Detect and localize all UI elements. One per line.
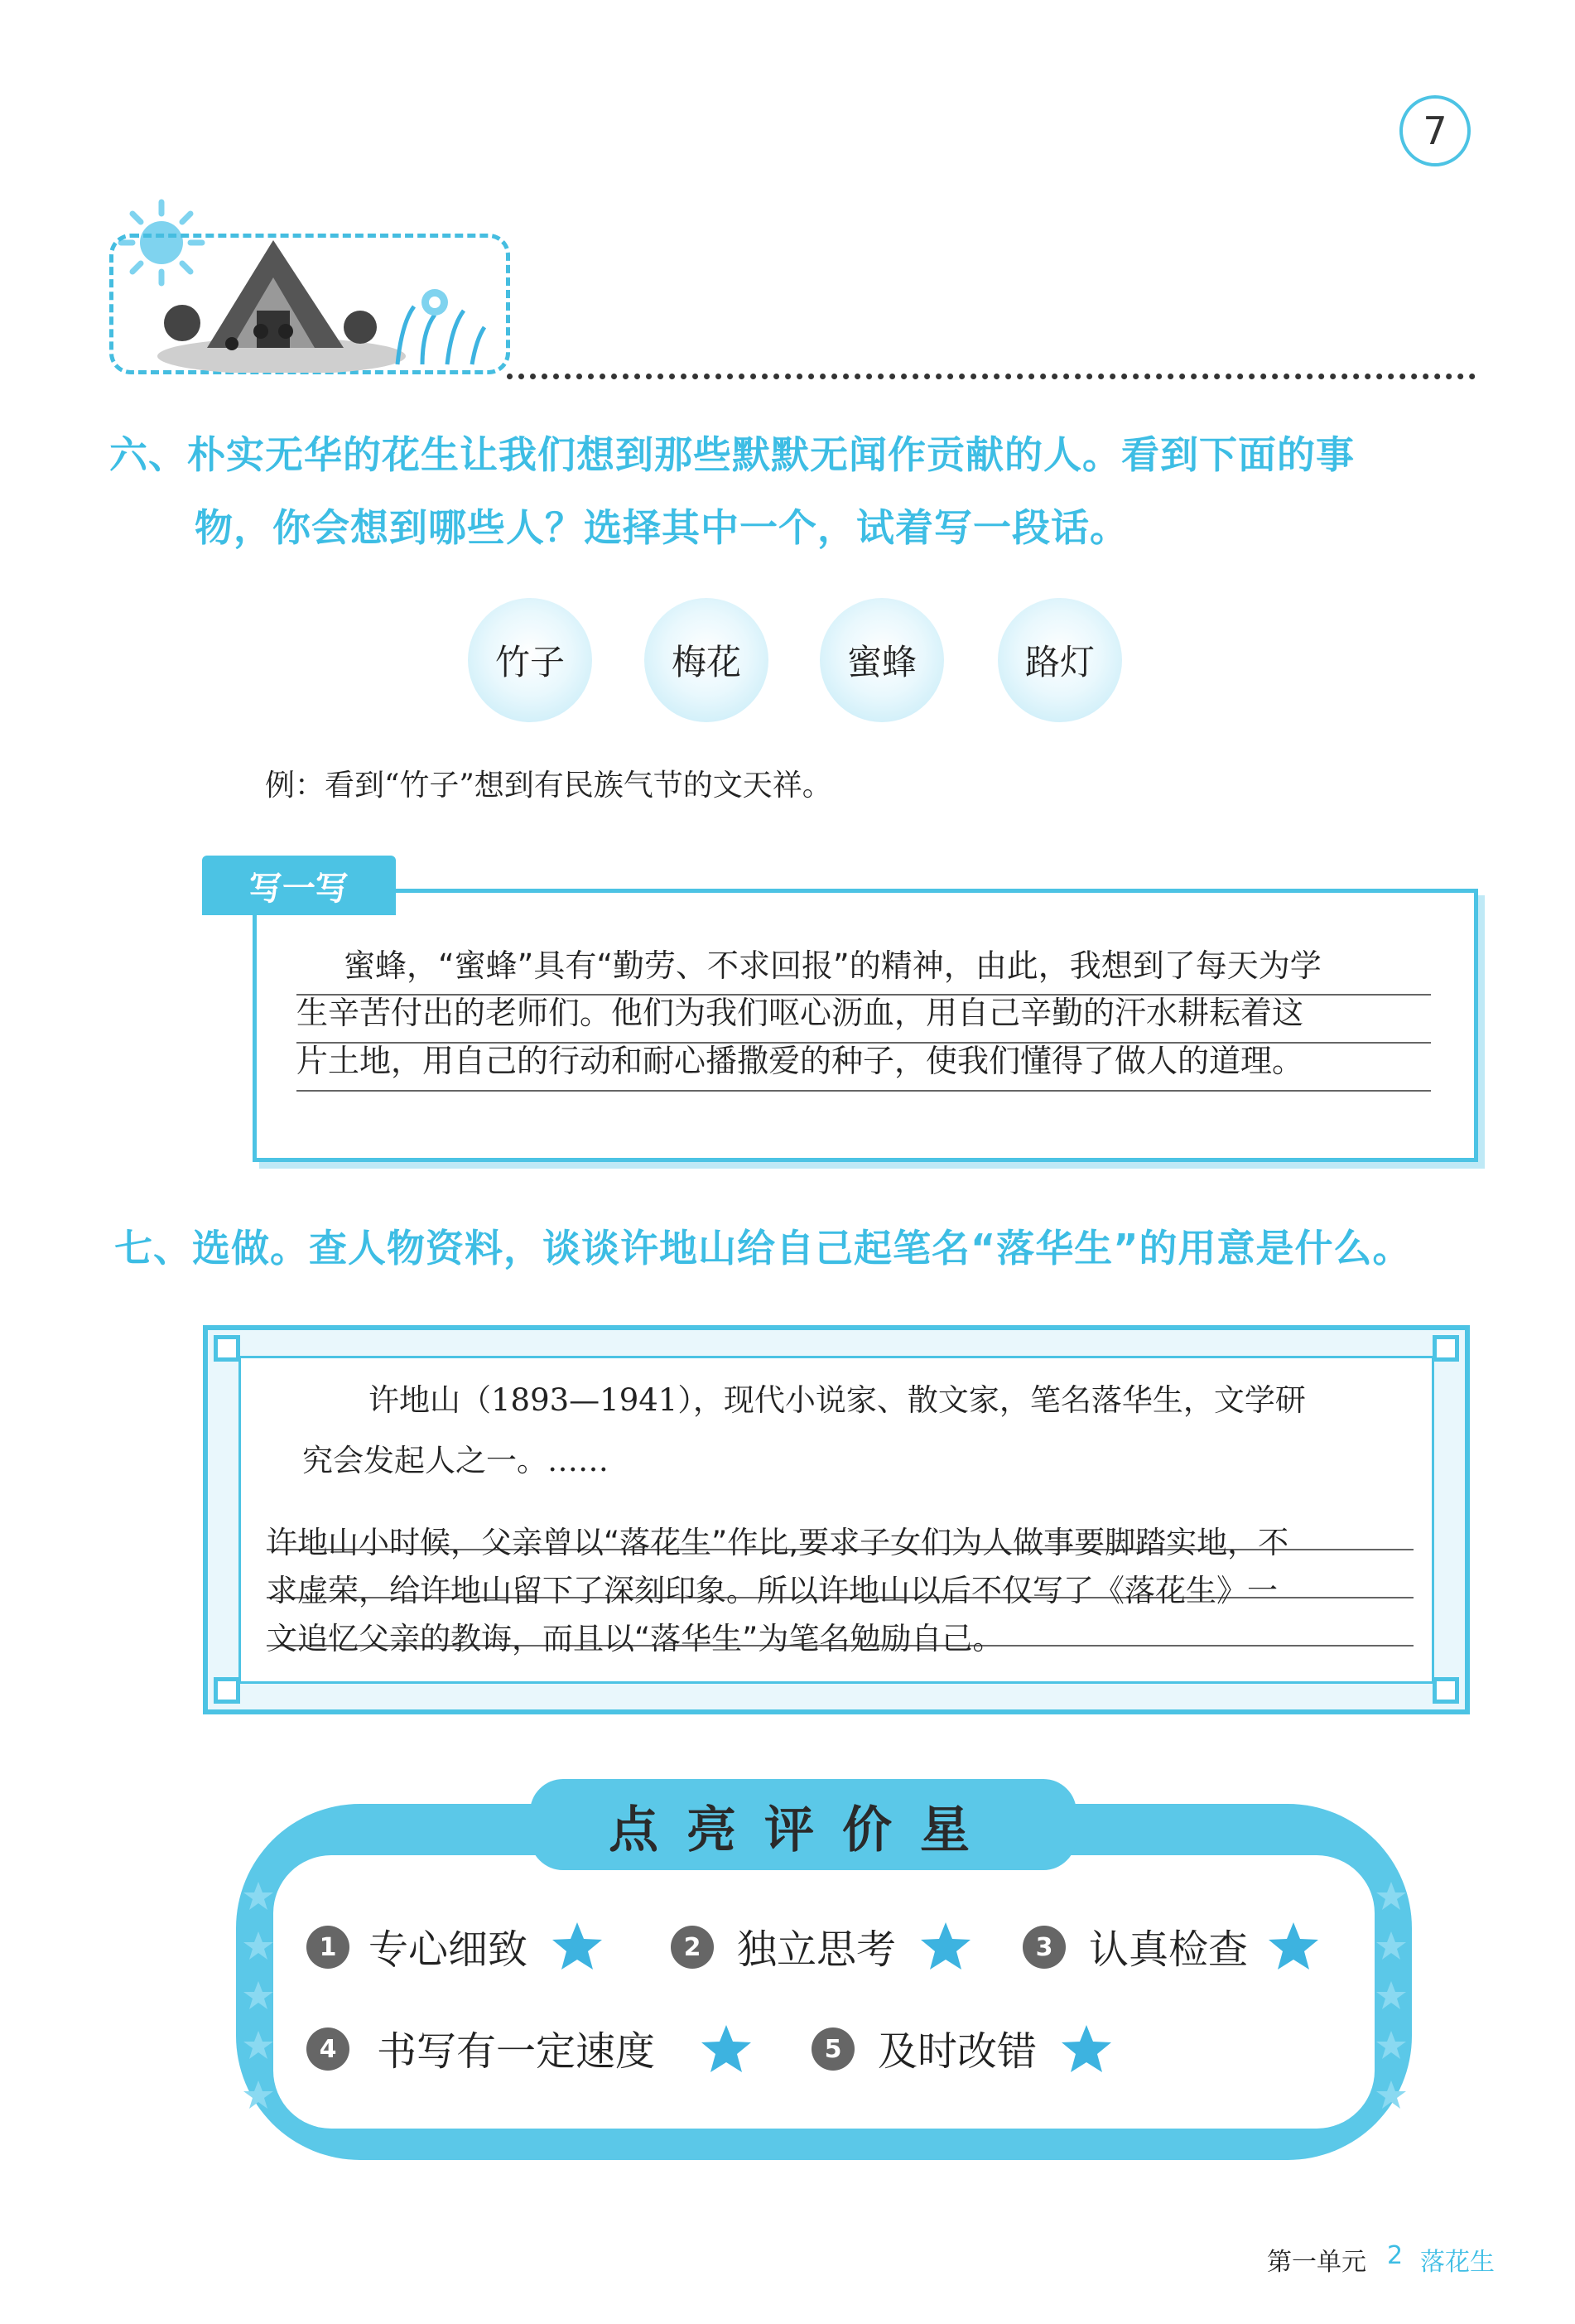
cabin-illustration xyxy=(149,232,497,373)
answer-line-1: 蜜蜂，“蜜蜂”具有“勤劳、不求回报”的精神，由此，我想到了每天为学 xyxy=(344,947,1322,984)
star-icon[interactable] xyxy=(1267,1920,1320,1973)
star-icon[interactable] xyxy=(1060,2023,1113,2076)
criterion-label-5: 及时改错 xyxy=(878,2028,1038,2075)
star-icon[interactable] xyxy=(551,1920,604,1973)
rating-title: 点亮评价星 xyxy=(609,1801,998,1859)
decorative-stars-left xyxy=(242,1880,275,2120)
question-6-title-line1: 六、朴实无华的花生让我们想到那些默默无闻作贡献的人。看到下面的事 xyxy=(109,432,1355,477)
footer-unit: 第一单元 xyxy=(1267,2248,1366,2277)
star-icon[interactable] xyxy=(919,1920,972,1973)
frame-corner xyxy=(1433,1335,1459,1362)
rating-panel xyxy=(273,1855,1375,2129)
star-icon[interactable] xyxy=(700,2023,753,2076)
criterion-label-2: 独立思考 xyxy=(737,1926,897,1973)
criterion-label-3: 认真检查 xyxy=(1089,1926,1249,1973)
criterion-number-4: 4 xyxy=(306,2027,349,2071)
word-bubble-streetlamp: 路灯 xyxy=(998,598,1122,722)
footer-lesson-number: 2 xyxy=(1387,2241,1404,2270)
criterion-number-1: 1 xyxy=(306,1926,349,1969)
criterion-label-1: 专心细致 xyxy=(368,1926,528,1973)
criterion-number-2: 2 xyxy=(671,1926,714,1969)
q7-answer-line-3: 文追忆父亲的教诲，而且以“落华生”为笔名勉励自己。 xyxy=(267,1621,1004,1656)
answer-line-3: 片土地，用自己的行动和耐心播撒爱的种子，使我们懂得了做人的道理。 xyxy=(296,1043,1304,1079)
footer-lesson-title: 落花生 xyxy=(1420,2248,1495,2277)
word-bubble-plum: 梅花 xyxy=(644,598,768,722)
word-bubble-bee: 蜜蜂 xyxy=(820,598,944,722)
writing-line xyxy=(296,1090,1431,1092)
frame-corner xyxy=(214,1335,240,1362)
question-7-title: 七、选做。查人物资料，谈谈许地山给自己起笔名“落华生”的用意是什么。 xyxy=(114,1226,1412,1270)
criterion-number-3: 3 xyxy=(1023,1926,1066,1969)
criterion-label-4: 书写有一定速度 xyxy=(377,2028,656,2075)
answer-line-2: 生辛苦付出的老师们。他们为我们呕心沥血，用自己辛勤的汗水耕耘着这 xyxy=(296,995,1304,1031)
info-text-line2: 究会发起人之一。…… xyxy=(302,1443,609,1478)
header-dotted-divider xyxy=(507,374,1476,379)
write-tab-label: 写一写 xyxy=(202,856,396,915)
frame-corner xyxy=(1433,1677,1459,1704)
criterion-number-5: 5 xyxy=(812,2027,855,2071)
frame-corner xyxy=(214,1677,240,1704)
q7-answer-line-2: 求虚荣，给许地山留下了深刻印象。所以许地山以后不仅写了《落花生》一 xyxy=(267,1573,1278,1608)
info-text-line1: 许地山（1893—1941），现代小说家、散文家，笔名落华生，文学研 xyxy=(368,1382,1306,1418)
q7-answer-line-1: 许地山小时候，父亲曾以“落花生”作比,要求子女们为人做事要脚踏实地，不 xyxy=(267,1525,1289,1560)
example-sentence: 例：看到“竹子”想到有民族气节的文天祥。 xyxy=(265,769,832,803)
decorative-stars-right xyxy=(1375,1880,1408,2120)
word-bubble-bamboo: 竹子 xyxy=(468,598,592,722)
question-6-title-line2: 物，你会想到哪些人？选择其中一个，试着写一段话。 xyxy=(195,505,1129,550)
page-number: 7 xyxy=(1399,95,1471,166)
